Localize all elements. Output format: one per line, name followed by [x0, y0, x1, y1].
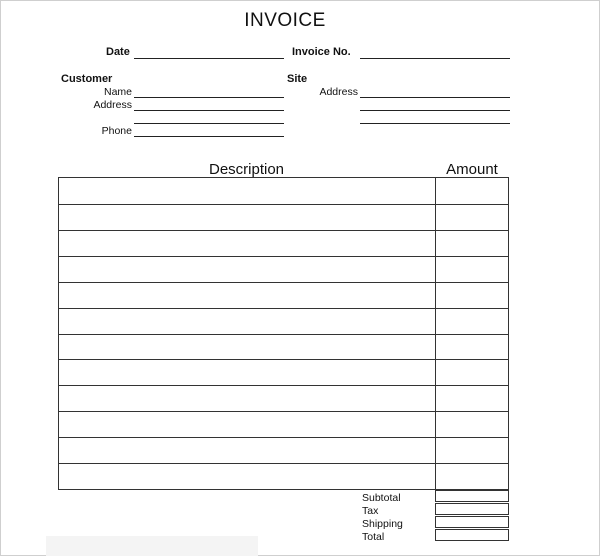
table-row-divider [59, 359, 508, 360]
table-row-divider [59, 411, 508, 412]
date-field[interactable] [134, 58, 284, 59]
shipping-label: Shipping [362, 518, 403, 530]
customer-address-field-2[interactable] [134, 123, 284, 124]
table-row-divider [59, 282, 508, 283]
table-row-divider [59, 437, 508, 438]
subtotal-field[interactable] [435, 490, 509, 502]
tax-label: Tax [362, 505, 379, 517]
customer-phone-label: Phone [101, 125, 132, 137]
site-address-field-1[interactable] [360, 97, 510, 98]
table-row-divider [59, 463, 508, 464]
table-row-divider [59, 308, 508, 309]
amount-column-header: Amount [446, 161, 498, 178]
site-address-label: Address [319, 86, 358, 98]
invoice-no-field[interactable] [360, 58, 510, 59]
subtotal-label: Subtotal [362, 492, 401, 504]
shipping-field[interactable] [435, 516, 509, 528]
line-items-table [58, 177, 509, 490]
customer-name-field[interactable] [134, 97, 284, 98]
invoice-title: INVOICE [244, 10, 326, 31]
page-shadow [46, 536, 258, 556]
table-row-divider [59, 385, 508, 386]
table-row-divider [59, 230, 508, 231]
site-address-field-2[interactable] [360, 110, 510, 111]
total-label: Total [362, 531, 385, 543]
customer-section-label: Customer [61, 73, 113, 85]
customer-address-label: Address [93, 99, 132, 111]
site-address-field-3[interactable] [360, 123, 510, 124]
date-label: Date [106, 46, 130, 58]
total-field[interactable] [435, 529, 509, 541]
table-row-divider [59, 256, 508, 257]
customer-name-label: Name [103, 86, 132, 98]
table-row-divider [59, 204, 508, 205]
invoice-no-label: Invoice No. [292, 46, 351, 58]
table-row-divider [59, 334, 508, 335]
customer-address-field-1[interactable] [134, 110, 284, 111]
site-section-label: Site [287, 73, 308, 85]
description-column-header: Description [208, 161, 285, 178]
tax-field[interactable] [435, 503, 509, 515]
customer-phone-field[interactable] [134, 136, 284, 137]
